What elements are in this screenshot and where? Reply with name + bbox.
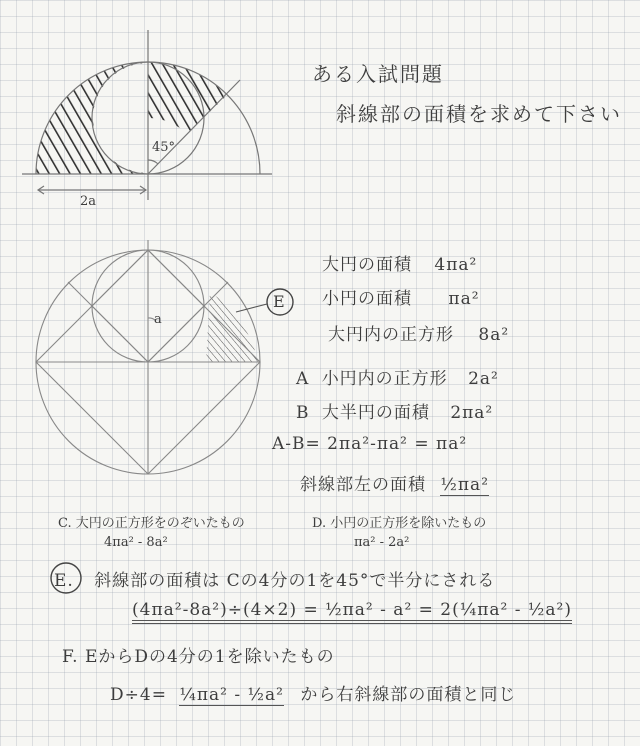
note-c-value: 4πa² - 8a² [104, 535, 168, 550]
note-e-formula [132, 600, 572, 620]
note-d-value: πa² - 2a² [354, 535, 410, 550]
small-circle-area-value: πa² [448, 289, 480, 309]
note-e-text: 斜線部の面積は Cの4分の1を45°で半分にされる [94, 571, 496, 591]
square-large-area-value: 8a² [478, 325, 510, 345]
middle-figure [36, 240, 293, 474]
half-circle-area-prefix: B [296, 403, 310, 423]
note-f-formula: ¼πa² - ½a² [179, 685, 284, 705]
radius-label: a [154, 312, 162, 327]
large-circle-area-label: 大円の面積 [322, 255, 412, 275]
instruction: 斜線部の面積を求めて下さい [336, 102, 622, 126]
note-e-marker: E. [54, 571, 74, 591]
large-circle-area [322, 250, 477, 275]
square-large-area-label: 大円内の正方形 [328, 325, 454, 345]
difference-formula: A-B= 2πa²-πa² = πa² [272, 434, 468, 454]
half-circle-area [296, 398, 493, 423]
left-hatched-area-value: ½πa² [440, 475, 490, 495]
half-circle-area-label: 大半円の面積 [321, 403, 430, 423]
left-hatched-area [300, 470, 489, 495]
note-e-formula-text: (4πa²-8a²)÷(4×2) = ½πa² - a² = 2(¼πa² - ½a²) [132, 600, 572, 624]
region-e-label: E [273, 292, 286, 311]
hatched-region-right [148, 62, 227, 134]
note-c [58, 512, 245, 550]
note-f-suffix: から右斜線部の面積と同じ [300, 685, 517, 705]
top-figure [22, 30, 272, 200]
square-small-area-prefix: A [296, 369, 310, 389]
large-circle-area-value: 4πa² [434, 255, 478, 275]
square-small-area-value: 2a² [468, 369, 499, 389]
note-f-formula-line [110, 680, 516, 705]
left-hatched-area-label: 斜線部左の面積 [300, 475, 426, 495]
width-label: 2a [80, 194, 97, 209]
half-circle-area-value: 2πa² [450, 403, 494, 423]
note-d-label: D. 小円の正方形を除いたもの [312, 516, 487, 531]
square-small-area [296, 364, 499, 389]
square-small-area-label: 小円内の正方形 [321, 369, 448, 389]
square-large-area [328, 320, 509, 345]
note-f-formula-prefix: D÷4= [110, 685, 167, 705]
angle-arc [148, 160, 158, 164]
note-c-label: C. 大円の正方形をのぞいたもの [58, 516, 245, 531]
note-f-text: F. EからDの4分の1を除いたもの [62, 647, 335, 667]
page-title: ある入試問題 [312, 62, 444, 86]
note-e [54, 566, 495, 591]
small-circle-area [322, 284, 480, 309]
small-circle-area-label: 小円の面積 [322, 289, 412, 309]
note-d [312, 512, 486, 550]
angle-label: 45° [152, 140, 176, 155]
